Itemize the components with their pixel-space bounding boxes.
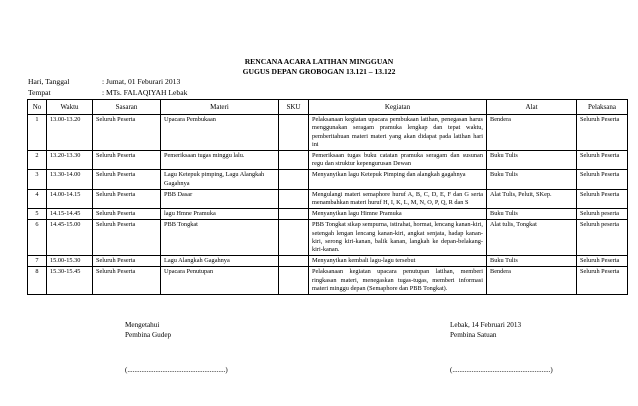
cell-alat: Alat tulis, Tongkat <box>487 220 577 256</box>
signature-left-heading: Mengetahui <box>125 321 160 329</box>
cell-materi: Upacara Penutupan <box>161 267 279 295</box>
cell-alat: Buku Tulis <box>487 170 577 189</box>
table-row <box>28 151 628 170</box>
document-title: RENCANA ACARA LATIHAN MINGGUAN <box>244 57 394 66</box>
cell-kegiatan: Menyanyikan lagu Ketepuk Pimping dan alangkah gagahnya <box>309 170 487 189</box>
cell-sasaran: Seluruh Peserta <box>93 267 161 295</box>
date-row <box>28 77 180 87</box>
cell-materi: lagu Hmne Pramuka <box>161 209 279 220</box>
cell-alat: Buku Tulis <box>487 209 577 220</box>
cell-waktu: 15.30-15.45 <box>47 267 93 295</box>
cell-pelaksana: Seluruh Peserta <box>577 170 628 189</box>
cell-sku <box>279 256 309 267</box>
header-sku: SKU <box>279 100 309 115</box>
signature-block-left <box>125 320 171 340</box>
cell-sku <box>279 115 309 151</box>
table-row <box>28 209 628 220</box>
cell-pelaksana: Seluruh Peserta <box>577 189 628 208</box>
cell-pelaksana: Seluruh Peserta <box>577 256 628 267</box>
cell-kegiatan: Mengulangi materi semaphore huruf A, B, C, D, E, F dan G serta menambahkan materi huruf H, I, K, L, M, N, O, P, Q, R dan S <box>309 189 487 208</box>
cell-pelaksana: Seluruh Peserta <box>577 115 628 151</box>
header-pelaksana: Pelaksana <box>577 100 628 115</box>
header-kegiatan: Kegiatan <box>309 100 487 115</box>
cell-sku <box>279 209 309 220</box>
cell-materi: Upacara Pembukaan <box>161 115 279 151</box>
cell-waktu: 15.00-15.30 <box>47 256 93 267</box>
table-row <box>28 115 628 151</box>
cell-sasaran: Seluruh Peserta <box>93 170 161 189</box>
cell-waktu: 14.00-14.15 <box>47 189 93 208</box>
table-row <box>28 220 628 256</box>
cell-kegiatan: Pelaksanaan kegiatan upacara penutupan latihan, memberi ringkasan materi, menegaskan tugas-tugas, memberi informasi materi minggu depan (Semaphore dan PBB Tongkat). <box>309 267 487 295</box>
cell-no: 7 <box>28 256 47 267</box>
header-alat: Alat <box>487 100 577 115</box>
cell-sku <box>279 170 309 189</box>
cell-kegiatan: Menyanyikan lagu Himne Pramuka <box>309 209 487 220</box>
date-label: Hari, Tanggal <box>28 77 70 86</box>
header-sasaran: Sasaran <box>93 100 161 115</box>
table-row <box>28 170 628 189</box>
cell-pelaksana: Seluruh peserta <box>577 209 628 220</box>
cell-sasaran: Seluruh Peserta <box>93 256 161 267</box>
cell-sasaran: Seluruh Peserta <box>93 151 161 170</box>
cell-sku <box>279 151 309 170</box>
cell-alat: Bendera <box>487 267 577 295</box>
cell-kegiatan: Pemeriksaan tugas buku catatan pramuka seragam dan susunan regu dan struktur kepengurusan Dewan <box>309 151 487 170</box>
cell-materi: Pemeriksaan tugas minggu lalu. <box>161 151 279 170</box>
cell-waktu: 13.20-13.30 <box>47 151 93 170</box>
cell-no: 2 <box>28 151 47 170</box>
cell-alat: Buku Tulis <box>487 151 577 170</box>
cell-kegiatan: PBB Tongkat sikap sempurna, istirahat, hormat, lencang kanan-kiri, setengah lengan lencang kanan-kiri, angkat senjata, hadap kanan-kiri, serong kiri-kanan, balik kanan, langkah ke depan-belakang-kiri-kanan. <box>309 220 487 256</box>
signature-right-blank: (........................................................) <box>450 366 553 374</box>
cell-materi: Lagu Ketepuk pimping, Lagu Alangkah Gagahnya <box>161 170 279 189</box>
cell-alat: Buku Tulis <box>487 256 577 267</box>
signature-block-right <box>450 320 521 340</box>
table-header-row <box>28 100 628 115</box>
date-value: : Jumat, 01 Feburari 2013 <box>102 77 181 86</box>
cell-sasaran: Seluruh Peserta <box>93 209 161 220</box>
cell-sku <box>279 220 309 256</box>
cell-sasaran: Seluruh Peserta <box>93 115 161 151</box>
cell-sasaran: Seluruh Peserta <box>93 220 161 256</box>
cell-alat: Bendera <box>487 115 577 151</box>
cell-alat: Alat Tulis, Peluit, SKep. <box>487 189 577 208</box>
cell-no: 3 <box>28 170 47 189</box>
cell-sasaran: Seluruh Peserta <box>93 189 161 208</box>
table-row <box>28 189 628 208</box>
cell-sku <box>279 267 309 295</box>
cell-waktu: 13.00-13.20 <box>47 115 93 151</box>
cell-no: 5 <box>28 209 47 220</box>
signature-right-date: Lebak, 14 Februari 2013 <box>450 321 522 329</box>
cell-materi: Lagu Alangkah Gagahnya <box>161 256 279 267</box>
header-waktu: Waktu <box>47 100 93 115</box>
cell-materi: PBB Dasar <box>161 189 279 208</box>
cell-waktu: 13.30-14.00 <box>47 170 93 189</box>
signature-left-role: Pembina Gudep <box>125 331 172 339</box>
cell-waktu: 14.15-14.45 <box>47 209 93 220</box>
cell-no: 1 <box>28 115 47 151</box>
table-row <box>28 256 628 267</box>
cell-sku <box>279 189 309 208</box>
cell-no: 4 <box>28 189 47 208</box>
cell-kegiatan: Menyanyikan kembali lagu-lagu tersebut <box>309 256 487 267</box>
header-materi: Materi <box>161 100 279 115</box>
cell-pelaksana: Seluruh peserta <box>577 220 628 256</box>
header-no: No <box>28 100 47 115</box>
place-label: Tempat <box>28 88 51 97</box>
table-row <box>28 267 628 295</box>
cell-no: 6 <box>28 220 47 256</box>
cell-pelaksana: Seluruh Peserta <box>577 151 628 170</box>
signature-right-role: Pembina Satuan <box>450 331 497 339</box>
cell-materi: PBB Tongkat <box>161 220 279 256</box>
document-subtitle: GUGUS DEPAN GROBOGAN 13.121 – 13.122 <box>242 67 396 76</box>
cell-no: 8 <box>28 267 47 295</box>
signature-left-blank: (........................................................) <box>125 366 228 374</box>
cell-kegiatan: Pelaksanaan kegiatan upacara pembukaan latihan, penegasan harus menggunakan seragam pramuka lengkap dan tepat waktu, pemberitahuan materi materi yang akan didapat pada latihan hari ini <box>309 115 487 151</box>
schedule-table <box>27 99 628 295</box>
cell-waktu: 14.45-15.00 <box>47 220 93 256</box>
place-row <box>28 88 187 98</box>
place-value: : MTs. FALAQIYAH Lebak <box>102 88 188 97</box>
cell-pelaksana: Seluruh Peserta <box>577 267 628 295</box>
